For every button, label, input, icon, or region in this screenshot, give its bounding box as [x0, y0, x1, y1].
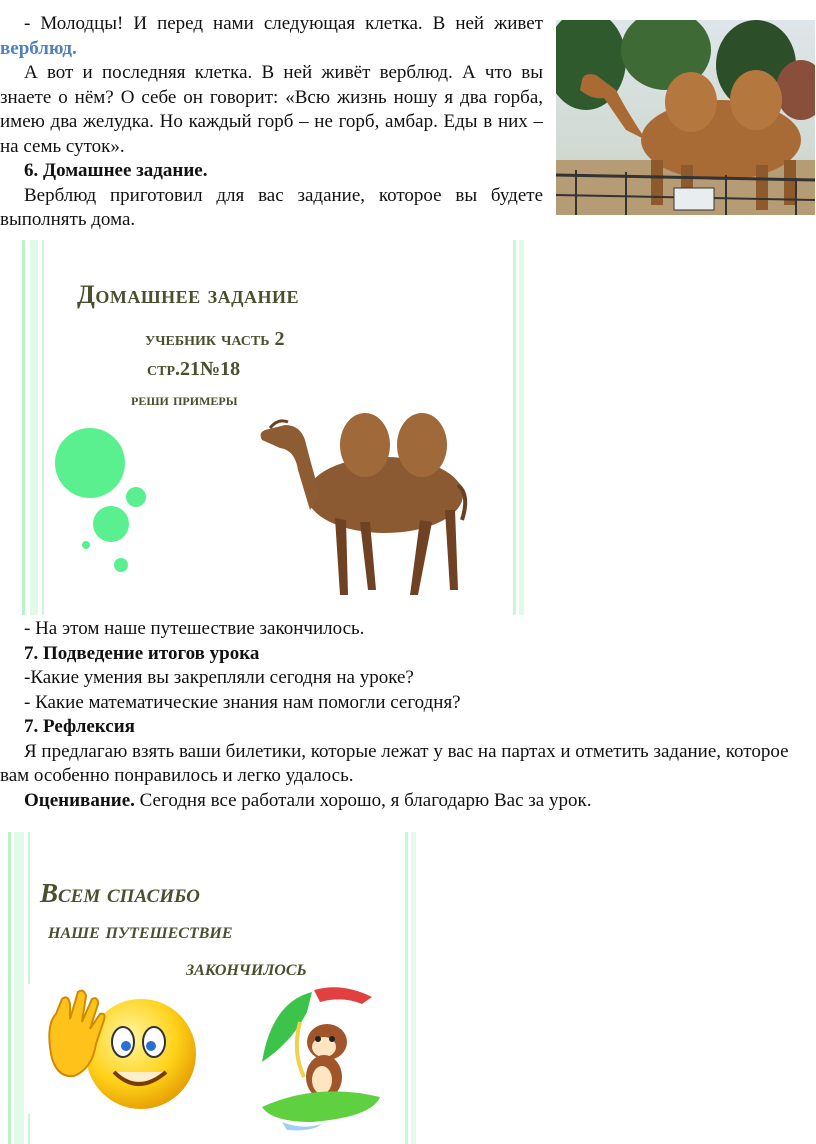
camel-zoo-photo [556, 20, 815, 215]
thanks-slide [0, 832, 420, 1144]
slide-bar [513, 240, 516, 615]
slide-bar [411, 832, 416, 1144]
heading-reflection: 7. Рефлексия [24, 716, 135, 737]
paragraph-homework: Верблюд приготовил для вас задание, которое вы будете выполнять дома. [0, 184, 543, 230]
slide-bar [22, 240, 25, 615]
paragraph-journey-end: - На этом наше путешествие закончилось. [24, 618, 365, 639]
decor-circle [93, 506, 129, 542]
heading-homework: 6. Домашнее задание. [24, 160, 208, 181]
slide-textbook-line: учебник часть 2 [145, 328, 285, 350]
homework-slide [0, 240, 530, 615]
waving-smiley-icon [26, 984, 206, 1114]
slide-page-line: стр.21№18 [147, 358, 241, 380]
slide-bar [30, 240, 38, 615]
paragraph-tickets: Я предлагаю взять ваши билетики, которые лежат у вас на партах и отметить задание, которое вам особенно понравилось и легко удалось. [0, 740, 789, 786]
decor-circle [114, 558, 128, 572]
decor-circle [82, 541, 90, 549]
intro-text [0, 12, 543, 233]
decor-circle [55, 428, 125, 498]
highlight-camel: верблюд. [0, 37, 77, 59]
paragraph-camel-riddle: А вот и последняя клетка. В ней живёт верблюд. А что вы знаете о нём? О себе он говорит: «Всю жизнь ношу я два горба, имею два желудка. Но каждый горб – не горб, амбар. Еды в них – на семь суток». [0, 62, 543, 157]
slide-bar [519, 240, 524, 615]
conclusion-text [0, 617, 800, 813]
surfing-squirrel-icon [252, 982, 387, 1132]
question-skills: -Какие умения вы закрепляли сегодня на уроке? [24, 667, 414, 688]
slide-journey-line: наше путешествие [48, 918, 233, 943]
paragraph-assessment: Оценивание. Сегодня все работали хорошо, я благодарю Вас за урок. [24, 789, 592, 811]
question-knowledge: - Какие математические знания нам помогли сегодня? [24, 691, 461, 713]
heading-summary: 7. Подведение итогов урока [24, 642, 260, 664]
slide-bar [42, 240, 44, 615]
slide-bar [14, 832, 24, 1144]
slide-bar [405, 832, 408, 1144]
camel-illustration [250, 400, 470, 600]
slide-thanks-title: Всем спасибо [40, 878, 200, 908]
decor-circle [126, 487, 146, 507]
slide-title-homework: Домашнее задание [77, 280, 300, 309]
slide-task-line: реши примеры [131, 390, 238, 409]
paragraph-camel-intro: - Молодцы! И перед нами следующая клетка. В ней живет верблюд. [0, 13, 543, 59]
slide-bar [8, 832, 11, 1144]
slide-ended-line: закончилось [186, 955, 307, 980]
